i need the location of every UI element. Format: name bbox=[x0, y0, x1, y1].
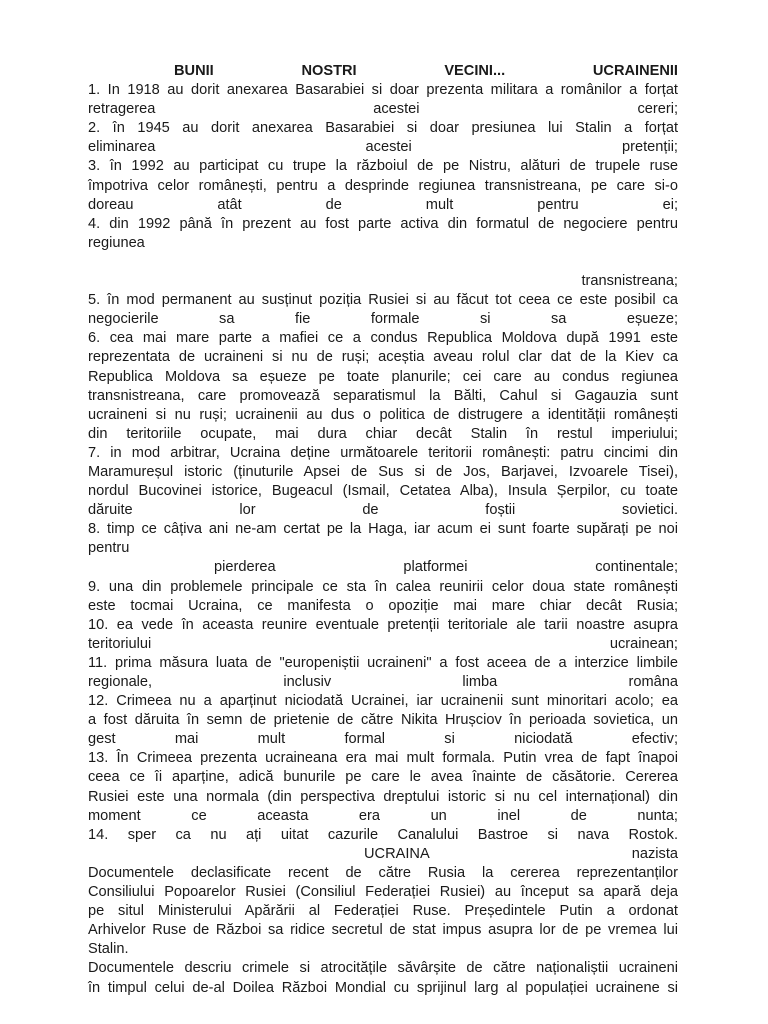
text-line: 5. în mod permanent au susținut poziția Rusiei si au făcut tot ceea ce este posibil ca bbox=[88, 292, 678, 309]
text-line: a fost dăruita în semn de prietenie de către Nikita Hrușciov în perioada sovietica, un bbox=[88, 712, 678, 729]
text-line: Documentele declasificate recent de către Rusia la cererea reprezentanților bbox=[88, 864, 678, 881]
text-line: nordul Bucovinei istorice, Bugeacul (Ismail, Cetatea Alba), Insula Șerpilor, cu toate bbox=[88, 483, 678, 500]
text-line: împotriva celor românești, pentru a desprinde regiunea transnistreana, pe care si-o bbox=[88, 177, 678, 194]
text-line: pe situl Ministerului Apărării al Federației Ruse. Președintele Putin a ordonat bbox=[88, 903, 678, 920]
text-line: 14. sper ca nu ați uitat cazurile Canalului Bastroe si nava Rostok. bbox=[88, 826, 678, 843]
text-line: Arhivelor Ruse de Război sa ridice secretul de stat impus asupra lor de pe vremea lui bbox=[88, 922, 678, 939]
document-body bbox=[88, 62, 678, 998]
text-line: negocierile sa fie formale si sa eșueze; bbox=[88, 311, 678, 328]
text-line: Rusiei este una normala (din perspectiva dreptului istoric si nu cel internațional) din bbox=[88, 788, 678, 805]
text-line: Republica Moldova sa eșueze pe toate planurile; cei care au condus regiunea bbox=[88, 368, 678, 385]
document-title bbox=[88, 62, 678, 81]
text-line: UCRAINA nazista bbox=[364, 845, 678, 862]
text-line: 6. cea mai mare parte a mafiei ce a condus Republica Moldova după 1991 este bbox=[88, 330, 678, 347]
text-line: pierderea platformei continentale; bbox=[214, 559, 678, 576]
text-line: regionale, inclusiv limba româna bbox=[88, 674, 678, 690]
text-line: dăruite lor de foștii sovietici. bbox=[88, 502, 678, 519]
text-line: 12. Crimeea nu a aparținut niciodată Ucrainei, iar ucrainenii sunt minoritari acolo; ea bbox=[88, 693, 678, 710]
text-line: doreau atât de mult pentru ei; bbox=[88, 196, 678, 213]
text-line: 9. una din problemele principale ce sta în calea reunirii celor doua state românești bbox=[88, 578, 678, 595]
text-line: Maramureșul istoric (ținuturile Apsei de Sus si de Jos, Barjavei, Izvoarele Tisei), bbox=[88, 463, 678, 480]
text-line: 3. în 1992 au participat cu trupe la războiul de pe Nistru, alături de trupele ruse bbox=[88, 158, 678, 175]
text-line: gest mai mult formal si niciodată efectiv; bbox=[88, 731, 678, 748]
text-line: 1. In 1918 au dorit anexarea Basarabiei si doar prezenta militara a românilor a forțat bbox=[88, 82, 678, 99]
text-line: regiunea bbox=[88, 234, 145, 251]
text-line: Consiliului Popoarelor Rusiei (Consiliul Federației Rusiei) au început sa apară deja bbox=[88, 884, 678, 901]
text-line: retragerea acestei cereri; bbox=[88, 101, 678, 118]
text-line: din teritoriile ocupate, mai dura chiar decât Stalin în restul imperiului; bbox=[88, 425, 678, 442]
text-line: Documentele descriu crimele si atrocitățile săvârșite de către naționaliștii ucraineni bbox=[88, 960, 678, 977]
text-line: reprezentata de ucraineni si nu de ruși; aceștia aveau rolul clar dat de la Kiev ca bbox=[88, 349, 678, 366]
text-line: ucraineni si nu ruși; ucrainenii au dus o politica de distrugere a identității românești bbox=[88, 406, 678, 423]
text-line: în timpul celui de-al Doilea Război Mondial cu sprijinul larg al populației ucrainene si bbox=[88, 979, 678, 996]
document-text bbox=[88, 81, 678, 998]
title-word: UCRAINENII bbox=[592, 63, 678, 79]
text-line: eliminarea acestei pretenții; bbox=[88, 139, 678, 156]
text-line: este tocmai Ucraina, ce manifesta o opoziție mai mare chiar decât Rusia; bbox=[88, 597, 678, 614]
text-line: 11. prima măsura luata de "europeniștii ucraineni" a fost aceea de a interzice limbile bbox=[88, 654, 678, 671]
text-line: 2. în 1945 au dorit anexarea Basarabiei si doar presiunea lui Stalin a forțat bbox=[88, 120, 678, 137]
title-word: BUNII bbox=[174, 63, 214, 79]
text-line: moment ce aceasta era un inel de nunta; bbox=[88, 807, 678, 824]
text-line: 7. in mod arbitrar, Ucraina deține următoarele teritorii românești: patru cincimi din bbox=[88, 444, 678, 461]
text-line bbox=[88, 253, 678, 272]
text-line: transnistreana, care promovează separatismul la Bălti, Cahul si Gagauzia sunt bbox=[88, 387, 678, 404]
text-line: 13. În Crimeea prezenta ucraineana era mai mult formala. Putin vrea de fapt înapoi bbox=[88, 750, 678, 767]
title-word: NOSTRI bbox=[301, 63, 357, 79]
text-line: ceea ce îi aparține, adică bunurile pe care le avea înainte de căsătorie. Cererea bbox=[88, 769, 678, 786]
text-line: 4. din 1992 până în prezent au fost parte activa din formatul de negociere pentru bbox=[88, 215, 678, 232]
text-line: Stalin. bbox=[88, 941, 129, 958]
title-word: VECINI... bbox=[444, 63, 506, 79]
text-line: teritoriului ucrainean; bbox=[88, 635, 678, 652]
text-line: pentru bbox=[88, 540, 130, 557]
text-line: 8. timp ce câțiva ani ne-am certat pe la Haga, iar acum ei sunt foarte supărați pe noi bbox=[88, 521, 678, 538]
text-line: 10. ea vede în aceasta reunire eventuale pretenții teritoriale ale tarii noastre asupra bbox=[88, 616, 678, 633]
text-line: transnistreana; bbox=[581, 273, 678, 290]
